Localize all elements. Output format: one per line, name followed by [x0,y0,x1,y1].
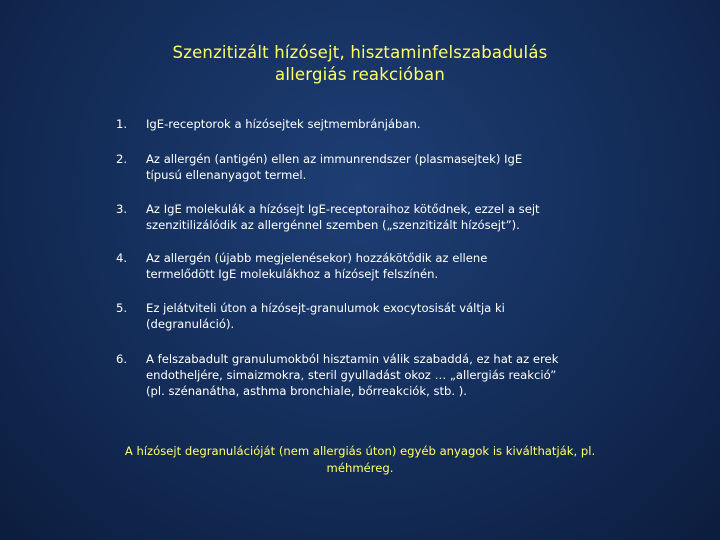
numbered-list [116,116,586,399]
list-item-text: IgE-receptorok a hízósejtek sejtmembránjában. [146,117,421,131]
list-item-number: 5. [116,301,128,315]
list-item-4 [116,250,586,282]
list-item-number: 1. [116,117,128,131]
footer-line-2: méhméreg. [326,461,394,475]
title-line-2: allergiás reakcióban [275,65,445,84]
list-item-6 [116,351,586,399]
list-item-text: termelődött IgE molekulákhoz a hízósejt felszínén. [146,267,439,281]
list-item-number: 4. [116,251,128,265]
list-item-number: 2. [116,152,128,166]
list-item-text: Az IgE molekulák a hízósejt IgE-receptoraihoz kötődnek, ezzel a sejt [146,202,540,216]
list-item-text: Ez jelátviteli úton a hízósejt-granulumok exocytosisát váltja ki [146,301,505,315]
list-item-number: 6. [116,352,128,366]
list-item-text: (degranuláció). [146,317,235,331]
title-line-1: Szenzitizált hízósejt, hisztaminfelszabadulás [172,43,548,62]
list-item-3 [116,201,586,233]
list-item-text: (pl. szénanátha, asthma bronchiale, bőrreakciók, stb. ). [146,384,467,398]
list-item-number: 3. [116,202,128,216]
footer-note [90,443,630,477]
list-item-text: A felszabadult granulumokból hisztamin válik szabaddá, ez hat az erek [146,352,559,366]
list-item-text: Az allergén (újabb megjelenésekor) hozzákötődik az ellene [146,251,488,265]
list-item-text: szenzitilizálódik az allergénnel szemben („szenzitizált hízósejt”). [146,218,520,232]
list-item-5 [116,300,586,332]
footer-line-1: A hízósejt degranulációját (nem allergiás úton) egyéb anyagok is kiválthatják, pl. [124,444,596,458]
list-item-text: Az allergén (antigén) ellen az immunrendszer (plasmasejtek) IgE [146,152,523,166]
list-item-text: típusú ellenanyagot termel. [146,168,307,182]
list-item-2 [116,151,586,183]
list-item-text: endotheljére, simaizmokra, steril gyulladást okoz … „allergiás reakció” [146,368,557,382]
list-item-1 [116,116,586,132]
slide-title [0,42,720,86]
